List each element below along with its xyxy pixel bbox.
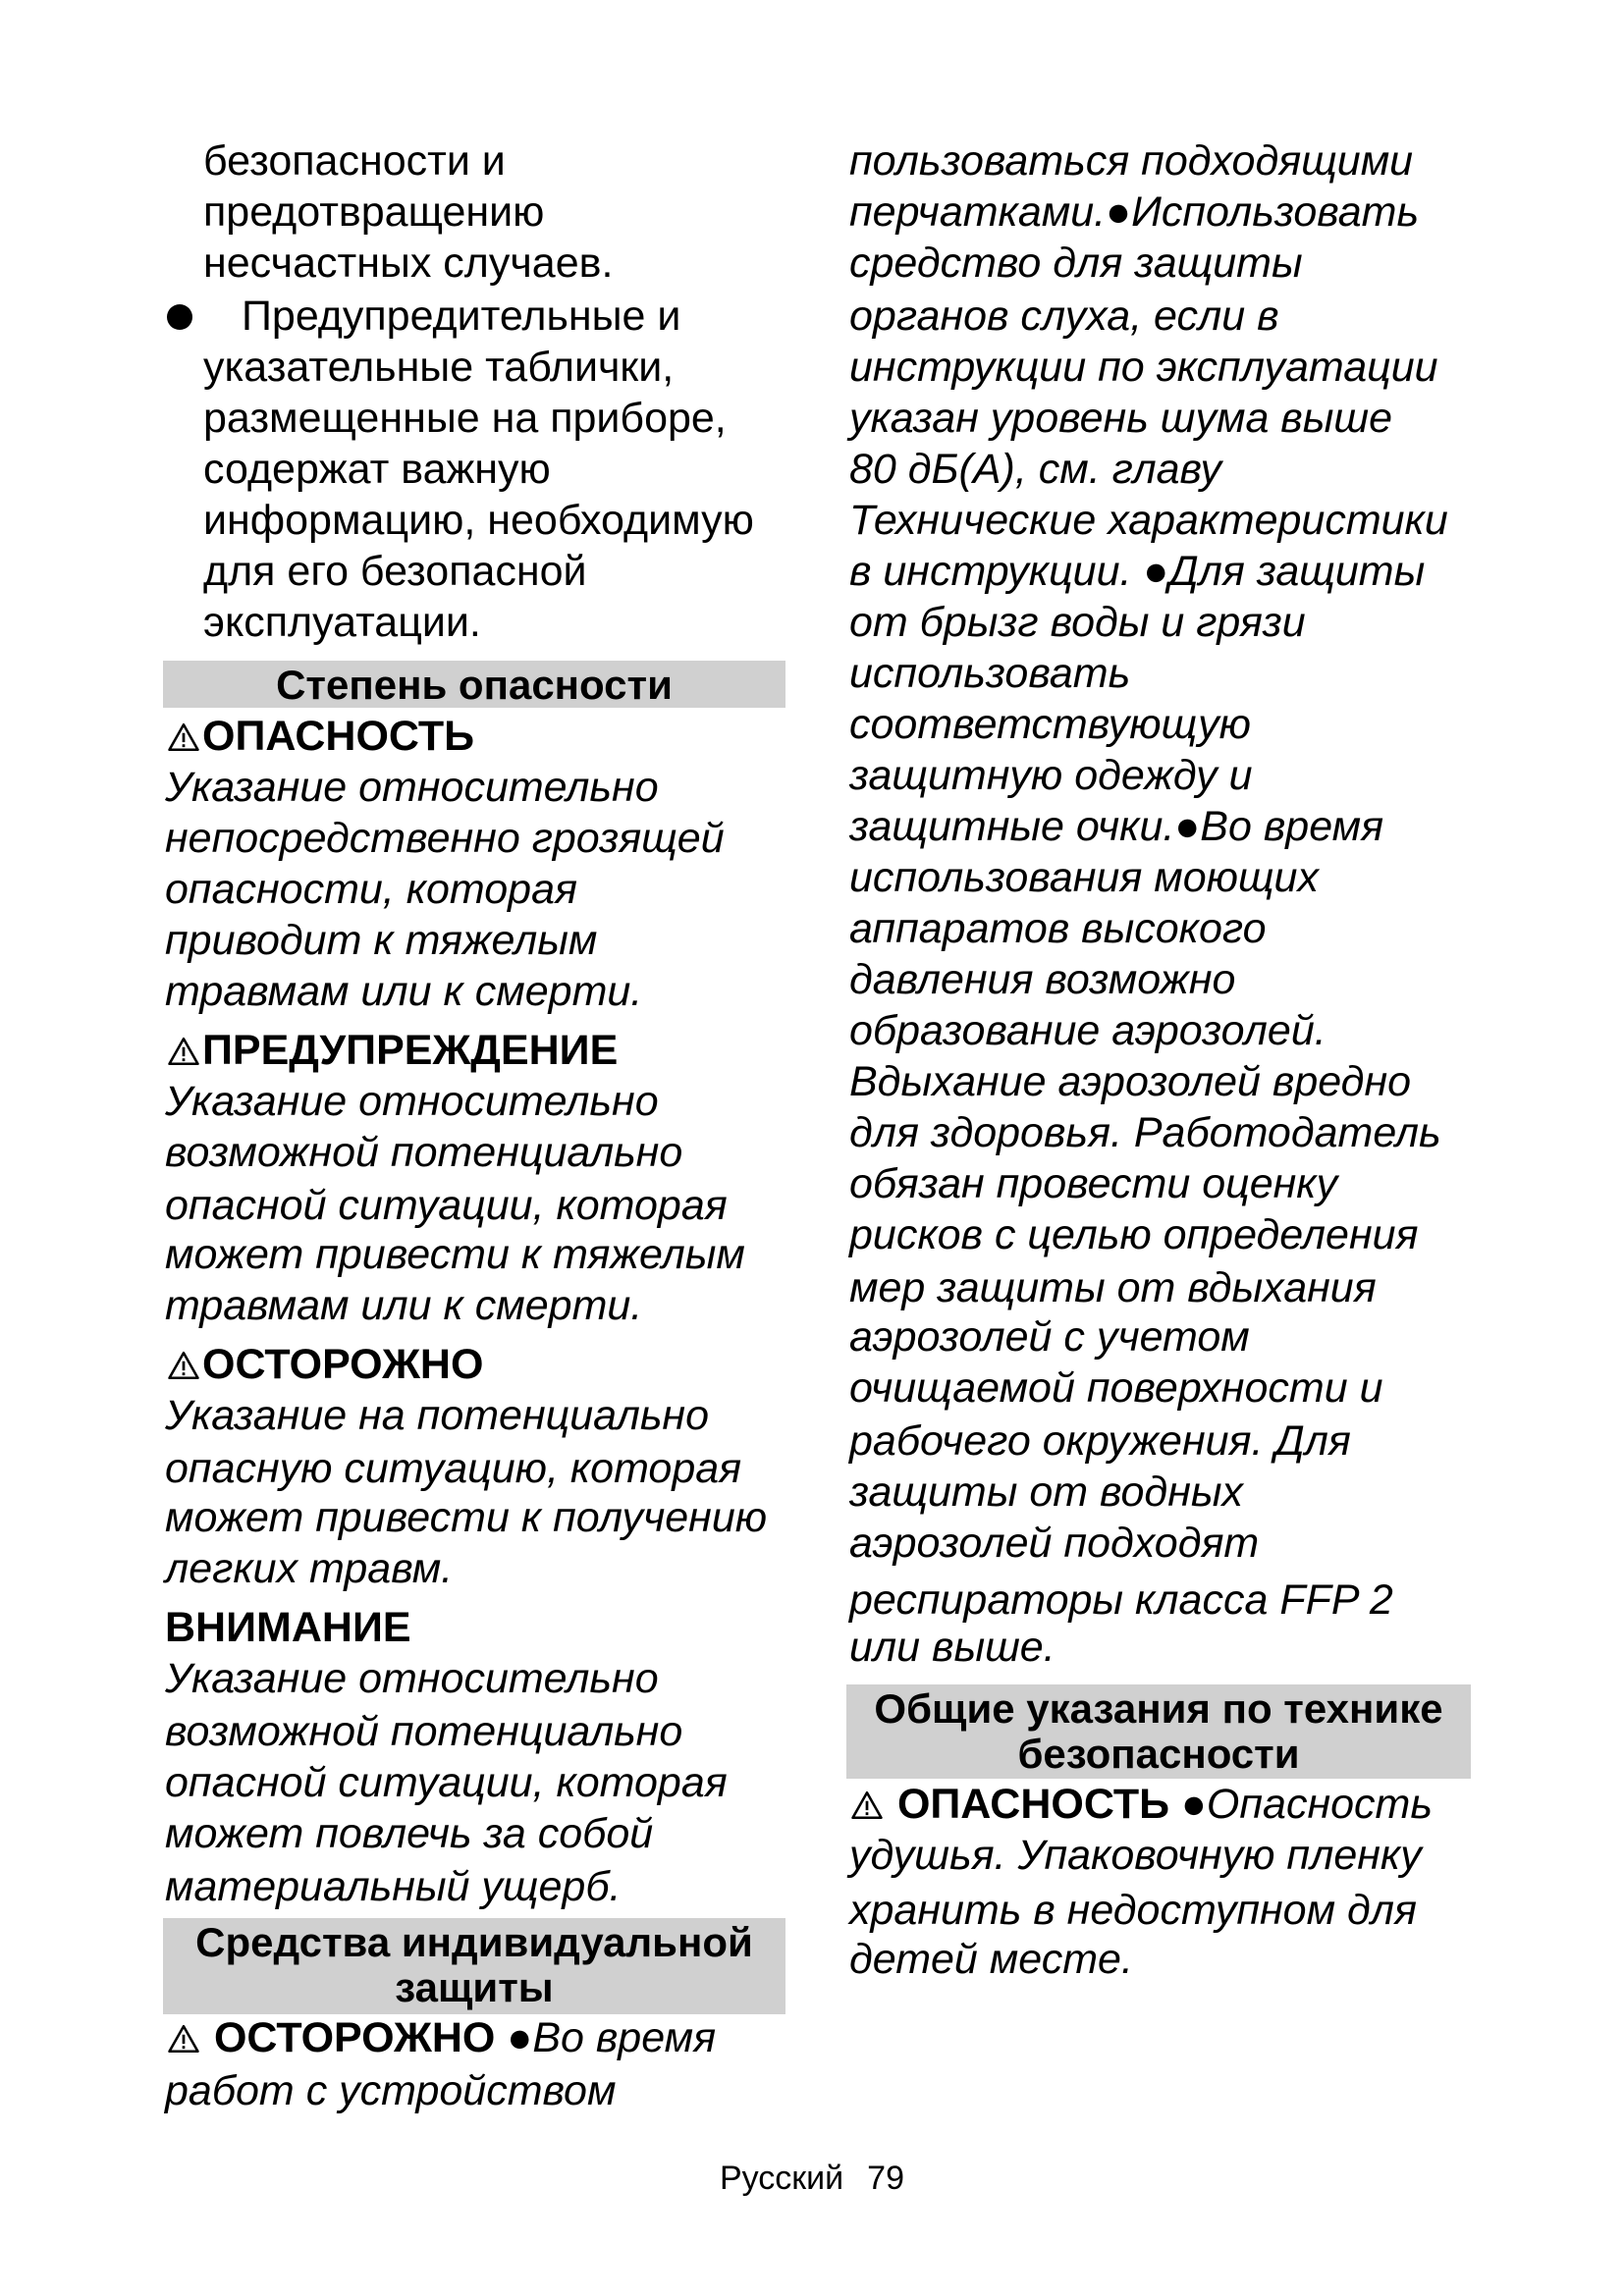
ppe-line: образование аэрозолей. bbox=[849, 1007, 1326, 1054]
warning-heading bbox=[167, 1025, 618, 1076]
ppe-line: инструкции по эксплуатации bbox=[849, 344, 1438, 391]
caution-line: опасную ситуацию, которая bbox=[165, 1445, 742, 1492]
bullet-line: Предупредительные и bbox=[242, 293, 681, 340]
caution-heading-text: ОСТОРОЖНО bbox=[202, 1341, 484, 1388]
section-title-line: защиты bbox=[395, 1964, 554, 2010]
ppe-line: для здоровья. Работодатель bbox=[849, 1109, 1441, 1156]
caution-line: легких травм. bbox=[165, 1545, 454, 1592]
bullet-line: содержат важную bbox=[203, 446, 551, 493]
section-title-ppe bbox=[163, 1918, 785, 2014]
ppe-line: органов слуха, если в bbox=[849, 293, 1279, 340]
warning-heading-text: ПРЕДУПРЕЖДЕНИЕ bbox=[202, 1027, 619, 1074]
ppe-line: защиты от водных bbox=[849, 1468, 1244, 1516]
footer-language: Русский bbox=[720, 2160, 844, 2197]
ppe-line: соответствующую bbox=[849, 701, 1251, 748]
ppe-text: ●Во время bbox=[507, 2014, 717, 2061]
warning-line: опасной ситуации, которая bbox=[165, 1182, 728, 1229]
danger-line: приводит к тяжелым bbox=[165, 917, 598, 964]
ppe-line: аппаратов высокого bbox=[849, 905, 1267, 952]
ppe-line: рабочего окружения. Для bbox=[849, 1417, 1351, 1465]
danger-line: Указание относительно bbox=[165, 764, 659, 811]
section-title-line: безопасности bbox=[1017, 1731, 1300, 1777]
warning-icon bbox=[167, 1036, 200, 1067]
caution-line: Указание на потенциально bbox=[165, 1392, 710, 1439]
ppe-line: Технические характеристики bbox=[849, 497, 1448, 544]
danger-heading bbox=[167, 711, 474, 762]
ppe-line: указан уровень шума выше bbox=[849, 395, 1392, 442]
page-footer bbox=[0, 2160, 1624, 2198]
danger2-text-line: детей месте. bbox=[849, 1936, 1133, 1983]
warning-icon bbox=[167, 1350, 200, 1381]
ppe-caution-line bbox=[167, 2012, 716, 2063]
ppe-line: аэрозолей с учетом bbox=[849, 1313, 1250, 1361]
warning-line: может привести к тяжелым bbox=[165, 1231, 745, 1278]
notice-line: может повлечь за собой bbox=[165, 1810, 654, 1857]
ppe-line: защитные очки.●Во время bbox=[849, 803, 1384, 850]
warning-line: возможной потенциально bbox=[165, 1129, 683, 1176]
danger2-text-line: хранить в недоступном для bbox=[849, 1887, 1417, 1934]
ppe-line: в инструкции. ●Для защиты bbox=[849, 548, 1426, 595]
page-number: 79 bbox=[867, 2160, 904, 2197]
intro-line: несчастных случаев. bbox=[203, 240, 614, 287]
intro-line: безопасности и bbox=[203, 137, 506, 185]
warning-icon bbox=[167, 2023, 200, 2055]
bullet-line: информацию, необходимую bbox=[203, 497, 754, 544]
notice-line: Указание относительно bbox=[165, 1655, 659, 1702]
ppe-line: мер защиты от вдыхания bbox=[849, 1264, 1377, 1311]
ppe-line: пользоваться подходящими bbox=[849, 137, 1414, 185]
notice-line: материальный ущерб. bbox=[165, 1863, 622, 1910]
bullet-icon bbox=[167, 304, 192, 330]
danger2-heading-text: ОПАСНОСТЬ bbox=[896, 1781, 1169, 1828]
ppe-line: использовать bbox=[849, 650, 1131, 697]
section-title-danger-levels: Степень опасности bbox=[163, 661, 785, 708]
caution-heading bbox=[167, 1339, 483, 1390]
danger-heading-text: ОПАСНОСТЬ bbox=[202, 713, 475, 760]
danger2-line bbox=[850, 1779, 1433, 1830]
ppe-line: средство для защиты bbox=[849, 240, 1303, 287]
notice-line: возможной потенциально bbox=[165, 1708, 683, 1755]
ppe-line: очищаемой поверхности и bbox=[849, 1364, 1383, 1412]
bullet-line: эксплуатации. bbox=[203, 599, 481, 646]
warning-icon bbox=[850, 1789, 884, 1821]
intro-line: предотвращению bbox=[203, 188, 545, 236]
danger2-text: ●Опасность bbox=[1180, 1781, 1433, 1828]
warning-line: Указание относительно bbox=[165, 1078, 659, 1125]
caution-line: может привести к получению bbox=[165, 1494, 768, 1541]
warning-icon bbox=[167, 721, 200, 753]
ppe-line: использования моющих bbox=[849, 854, 1319, 901]
danger-line: травмам или к смерти. bbox=[165, 968, 643, 1015]
ppe-line: 80 дБ(А), см. главу bbox=[849, 446, 1222, 493]
bullet-line: для его безопасной bbox=[203, 548, 587, 595]
bullet-line: указательные таблички, bbox=[203, 344, 675, 391]
danger-line: опасности, которая bbox=[165, 866, 577, 913]
bullet-line: размещенные на приборе, bbox=[203, 395, 727, 442]
ppe-line: обязан провести оценку bbox=[849, 1160, 1338, 1207]
danger2-text-line: удушья. Упаковочную пленку bbox=[849, 1832, 1422, 1879]
ppe-line: или выше. bbox=[849, 1624, 1056, 1671]
notice-heading: ВНИМАНИЕ bbox=[165, 1604, 411, 1651]
ppe-heading-text: ОСТОРОЖНО bbox=[213, 2014, 496, 2061]
warning-line: травмам или к смерти. bbox=[165, 1282, 643, 1329]
ppe-line: респираторы класса FFP 2 bbox=[849, 1576, 1393, 1624]
ppe-line: от брызг воды и грязи bbox=[849, 599, 1306, 646]
ppe-line: аэрозолей подходят bbox=[849, 1520, 1260, 1567]
danger-line: непосредственно грозящей bbox=[165, 815, 725, 862]
notice-line: опасной ситуации, которая bbox=[165, 1759, 728, 1806]
section-title-line: Общие указания по технике bbox=[874, 1685, 1443, 1732]
ppe-line: Вдыхание аэрозолей вредно bbox=[849, 1058, 1412, 1105]
ppe-line: защитную одежду и bbox=[849, 752, 1253, 799]
ppe-line: перчатками.●Использовать bbox=[849, 188, 1420, 236]
section-title-general-safety bbox=[846, 1684, 1471, 1779]
section-title-line: Средства индивидуальной bbox=[195, 1919, 753, 1965]
ppe-line: давления возможно bbox=[849, 956, 1236, 1003]
ppe-line: работ с устройством bbox=[165, 2067, 617, 2114]
ppe-line: рисков с целью определения bbox=[849, 1211, 1419, 1258]
